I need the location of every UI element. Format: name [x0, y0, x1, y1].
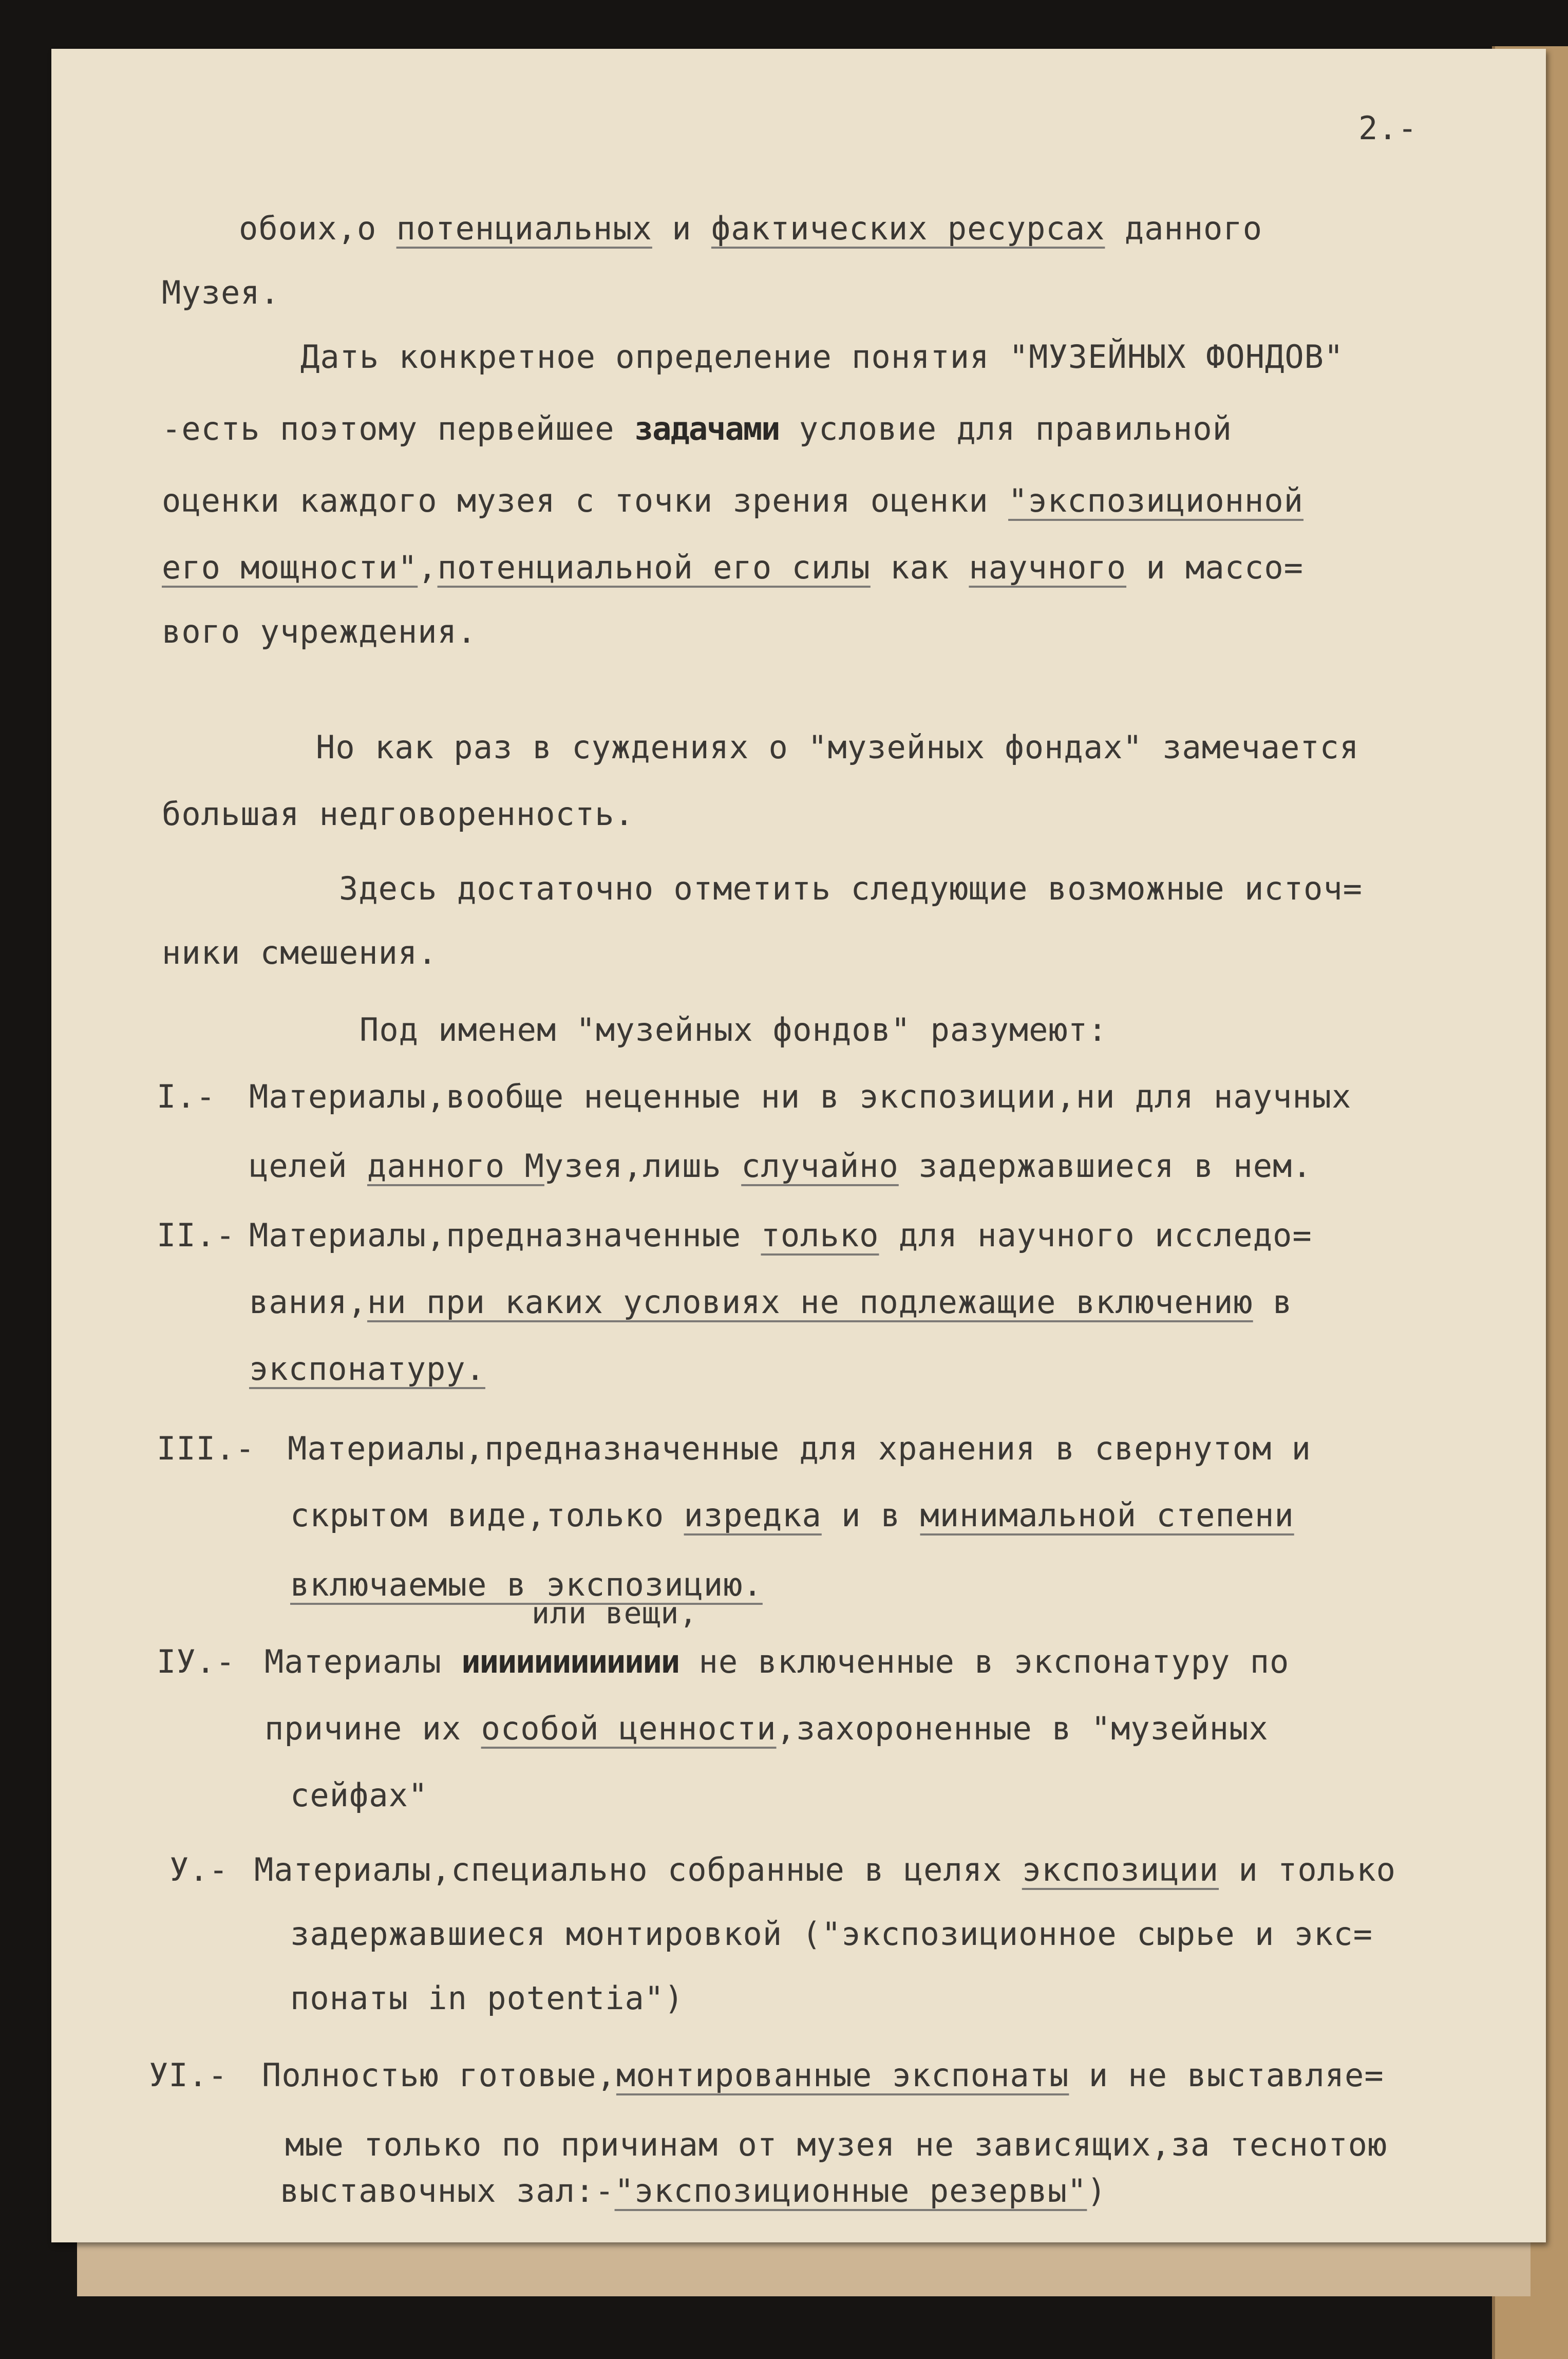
item-i-line-2 — [249, 1146, 1312, 1187]
text-run: целей — [249, 1147, 367, 1185]
text-run: обоих,о — [239, 210, 396, 247]
text-run-underlined: экспозиции — [1022, 1851, 1219, 1888]
text-run-underlined: включаемые в экспозицию. — [290, 1566, 763, 1603]
text-run: задержавшиеся в нем. — [898, 1147, 1312, 1185]
text-run: скрытом виде,только — [290, 1496, 684, 1534]
page-number: 2.- — [1358, 109, 1418, 147]
text-run: оценки каждого музея с точки зрения оценки — [162, 482, 1009, 519]
item-v-line-2: задержавшиеся монтировкой ("экспозиционное сырье и экс= — [290, 1915, 1373, 1953]
para3-line-2: ники смешения. — [162, 934, 438, 971]
item-iv-line-1 — [265, 1641, 1289, 1682]
item-iv-line-3: сейфах" — [290, 1776, 428, 1814]
item-ii-line-3 — [249, 1349, 485, 1390]
para2-line-1: Но как раз в суждениях о "музейных фондах" замечается — [316, 728, 1359, 766]
text-run-underlined: данного М — [367, 1147, 544, 1185]
text-run: данного — [1105, 210, 1263, 247]
para1-line-2 — [162, 408, 1232, 450]
item-iii-line-2 — [290, 1495, 1294, 1536]
para1-line-4 — [162, 547, 1303, 588]
item-ii-line-2 — [249, 1282, 1292, 1323]
text-run: и в — [821, 1496, 920, 1534]
item-v-line-3: понаты in potentia") — [290, 1979, 684, 2017]
text-run: Материалы — [265, 1643, 462, 1680]
para3-line-1: Здесь достаточно отметить следующие возможные источ= — [339, 870, 1363, 907]
item-vi-number: УI.- — [149, 2056, 228, 2094]
text-run: не включенные в экспонатуру по — [679, 1643, 1290, 1680]
item-i-line-1: Материалы,вообще неценные ни в экспозиции,ни для научных — [249, 1078, 1352, 1115]
text-run: выставочных зал:- — [280, 2172, 615, 2210]
para1-line-3 — [162, 480, 1303, 521]
item-vi-line-2: мые только по причинам от музея не зависящих,за теснотою — [285, 2126, 1388, 2163]
text-run: узея,лишь — [544, 1147, 742, 1185]
para2-line-2: большая недговоренность. — [162, 795, 634, 833]
text-run-underlined: монтированные экспонаты — [616, 2056, 1069, 2094]
text-run: Полностью готовые, — [262, 2056, 616, 2094]
item-vi-line-3 — [280, 2170, 1107, 2212]
text-run: и не выставляе= — [1069, 2056, 1384, 2094]
text-run-underlined: потенциальной его силы — [437, 549, 871, 586]
para4-line-1: Под именем "музейных фондов" разумеют: — [360, 1011, 1108, 1049]
text-run-underlined: "экспозиционной — [1008, 482, 1303, 519]
para1-line-5: вого учреждения. — [162, 613, 477, 650]
item-iii-line-1: Материалы,предназначенные для хранения в свернутом и — [288, 1430, 1312, 1467]
text-run-underlined: изредка — [684, 1496, 822, 1534]
text-run: и только — [1219, 1851, 1396, 1888]
text-run-underlined: "экспозиционные резервы" — [614, 2172, 1087, 2210]
item-ii-line-1 — [249, 1215, 1312, 1256]
struck-word: ииииииииииии — [461, 1643, 679, 1680]
text-run: для научного исследо= — [879, 1216, 1312, 1254]
item-vi-line-1 — [262, 2055, 1384, 2096]
text-run-underlined: случайно — [741, 1147, 899, 1185]
text-run-underlined: ни при каких условиях не подлежащие включению — [367, 1283, 1253, 1321]
intro-line-2: Музея. — [162, 274, 280, 311]
text-run-underlined: особой ценности — [481, 1710, 777, 1747]
para1-line-1: Дать конкретное определение понятия "МУЗЕЙНЫХ ФОНДОВ" — [300, 338, 1344, 376]
text-run: причине их — [265, 1710, 481, 1747]
text-run: Материалы,предназначенные — [249, 1216, 761, 1254]
item-iv-line-2 — [265, 1708, 1269, 1749]
text-run: как — [870, 549, 969, 586]
text-run: и — [652, 210, 711, 247]
text-run: Материалы,специально собранные в целях — [254, 1851, 1022, 1888]
document-page — [51, 49, 1546, 2242]
text-run-underlined: экспонатуру. — [249, 1350, 485, 1388]
text-run-underlined: фактических ресурсах — [711, 210, 1105, 247]
text-run-underlined: потенциальных — [396, 210, 652, 247]
item-ii-number: II.- — [157, 1216, 236, 1254]
text-run-underlined: его мощности" — [162, 549, 418, 586]
item-iv-insertion: или вещи, — [532, 1596, 698, 1631]
text-run-underlined: только — [761, 1216, 879, 1254]
text-run: , — [418, 549, 438, 586]
text-run: в — [1253, 1283, 1293, 1321]
text-run: и массо= — [1126, 549, 1304, 586]
text-run: ,захороненные в "музейных — [776, 1710, 1269, 1747]
item-v-line-1 — [254, 1849, 1396, 1890]
intro-line-1 — [239, 208, 1262, 249]
text-run: ) — [1087, 2172, 1107, 2210]
struck-word: задачами — [634, 410, 780, 447]
text-run-underlined: научного — [969, 549, 1127, 586]
item-iii-number: III.- — [157, 1430, 255, 1467]
item-i-number: I.- — [157, 1078, 216, 1115]
item-iv-number: IУ.- — [157, 1643, 236, 1680]
text-run-underlined: минимальной степени — [920, 1496, 1294, 1534]
text-run: -есть поэтому первейшее — [162, 410, 634, 447]
text-run: условие для правильной — [779, 410, 1233, 447]
text-run: вания, — [249, 1283, 367, 1321]
item-v-number: У.- — [169, 1851, 229, 1888]
